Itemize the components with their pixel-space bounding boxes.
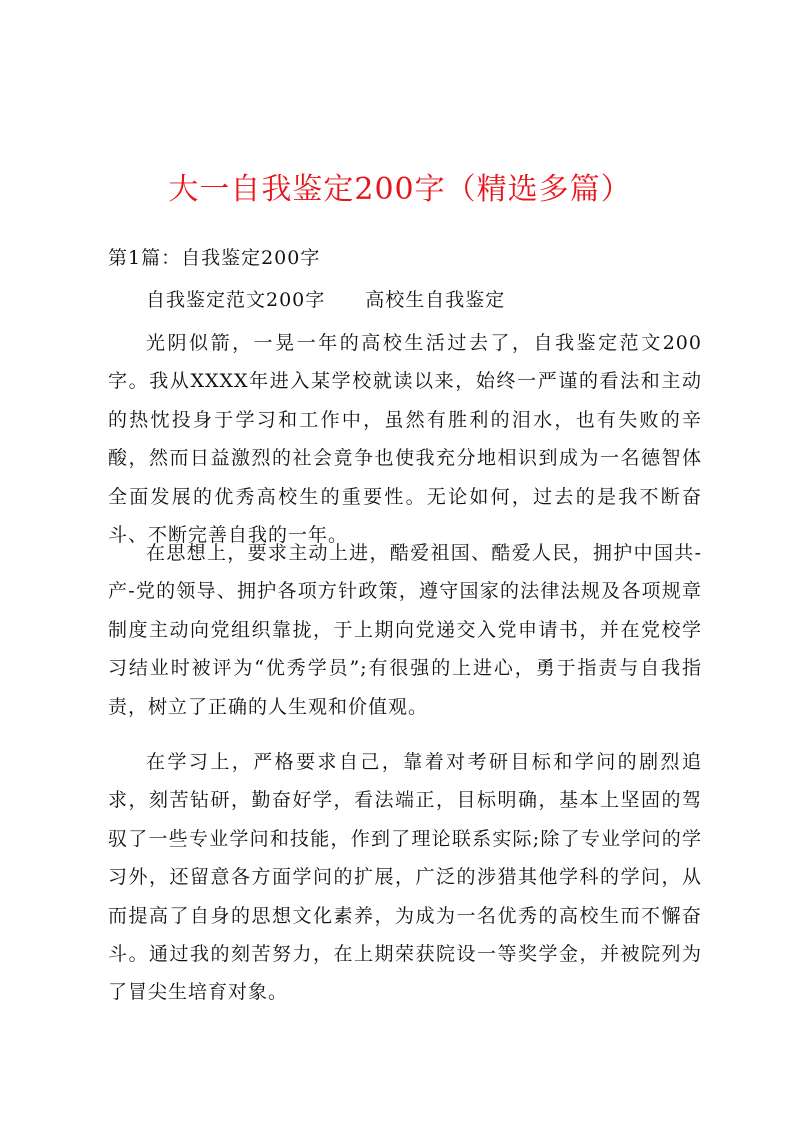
document-title: 大一自我鉴定200字（精选多篇） — [168, 172, 632, 207]
subtitle-line: 自我鉴定范文200字 高校生自我鉴定 — [146, 289, 506, 311]
paragraph: 光阴似箭，一晃一年的高校生活过去了，自我鉴定范文200字。我从XXXX年进入某学校就读以来，始终一严谨的看法和主动的热忱投身于学习和工作中，虽然有胜利的泪水，也有失败的辛酸，然而日益激烈的社会竟争也使我充分地相识到成为一名德智体全面发展的优秀高校生的重要性。无论如何，过去的是我不断奋斗、不断完善自我的一年。 — [108, 332, 702, 547]
paragraph: 在学习上，严格要求自己，靠着对考研目标和学问的剧烈追求，刻苦钻研，勤奋好学，看法端正，目标明确，基本上坚固的驾驭了一些专业学问和技能，作到了理论联系实际;除了专业学问的学习外，还留意各方面学问的扩展，广泛的涉猎其他学科的学问，从而提高了自身的思想文化素养，为成为一名优秀的高校生而不懈奋斗。通过我的刻苦努力，在上期荣获院设一等奖学金，并被院列为了冒尖生培育对象。 — [108, 751, 702, 1004]
paragraph: 在思想上，要求主动上进，酷爱祖国、酷爱人民，拥护中国共-产-党的领导、拥护各项方针政策，遵守国家的法律法规及各项规章制度主动向党组织靠拢，于上期向党递交入党申请书，并在党校学习结业时被评为“优秀学员”;有很强的上进心，勇于指责与自我指责，树立了正确的人生观和价值观。 — [108, 542, 702, 718]
section-heading: 第1篇：自我鉴定200字 — [108, 247, 321, 269]
